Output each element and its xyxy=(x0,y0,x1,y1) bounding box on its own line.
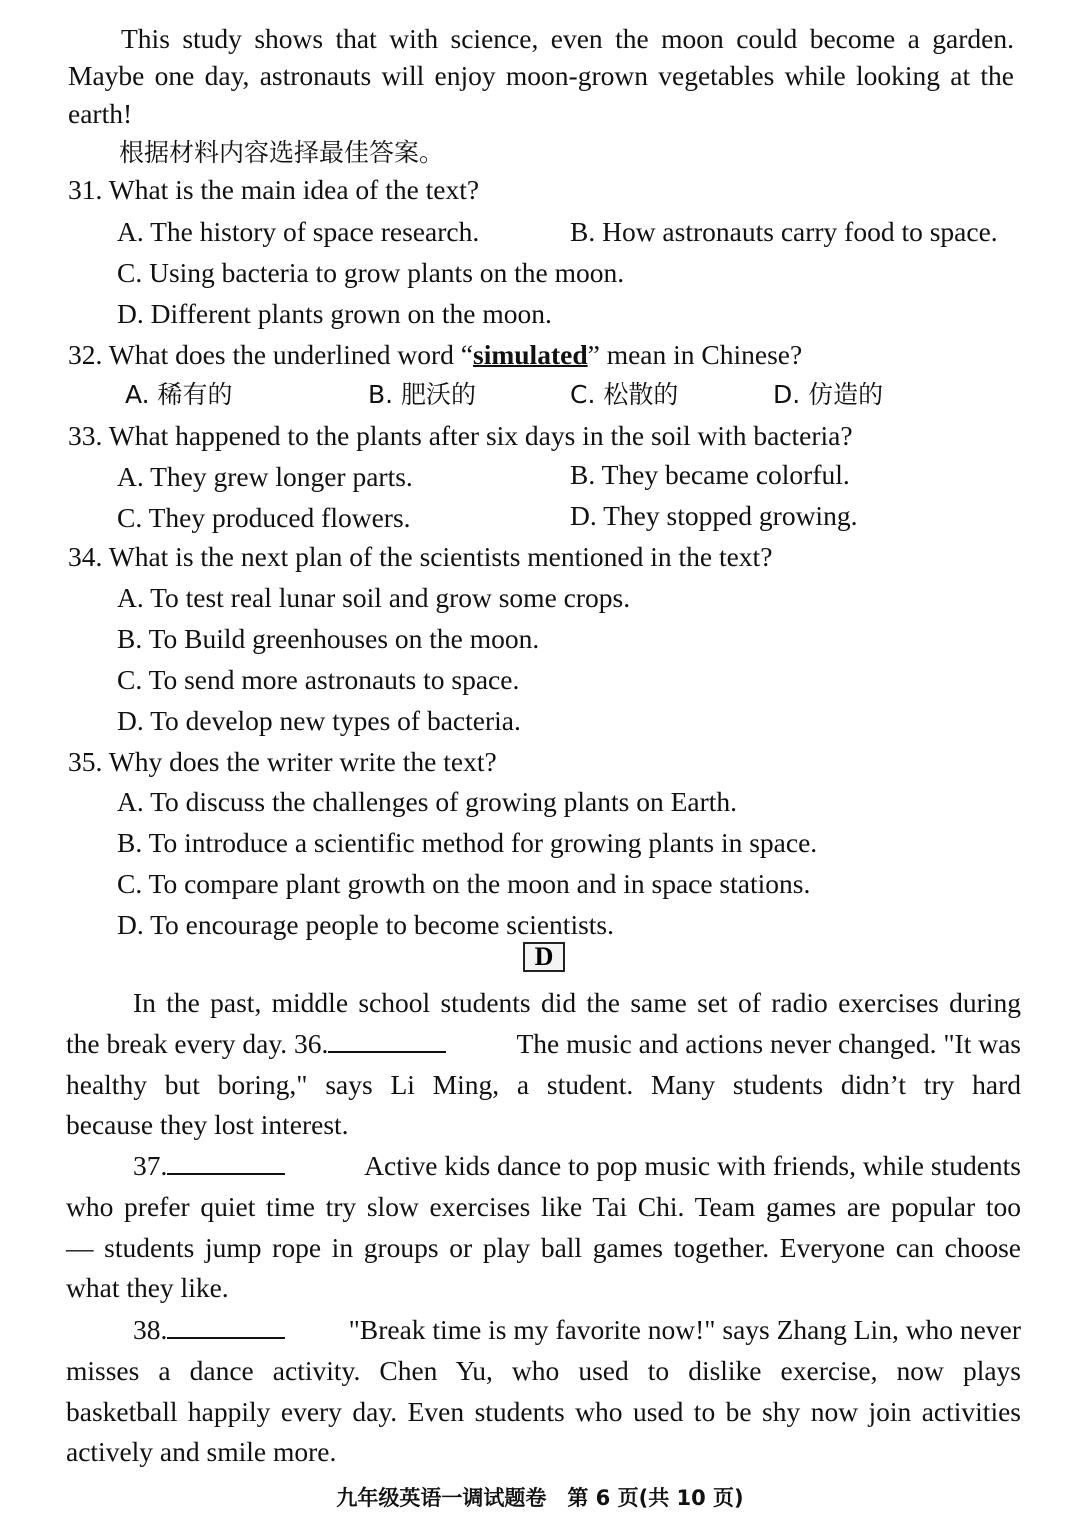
q33-option-d: D. They stopped growing. xyxy=(570,500,858,531)
d-p2-line-1-after: Active kids dance to pop music with friends, while students xyxy=(364,1150,1021,1181)
d-p3-line-2: misses a dance activity. Chen Yu, who used to dislike exercise, now plays xyxy=(66,1355,1021,1386)
q35-option-c: C. To compare plant growth on the moon and in space stations. xyxy=(117,868,811,899)
q35-option-d: D. To encourage people to become scientists. xyxy=(117,909,615,940)
d-p3-line-1 xyxy=(133,1310,1021,1350)
q38-number: 38. xyxy=(133,1314,168,1345)
q35-stem: 35. Why does the writer write the text? xyxy=(68,746,497,777)
instruction: 根据材料内容选择最佳答案。 xyxy=(119,138,445,167)
d-p1-line-2-after: The music and actions never changed. "It was xyxy=(516,1028,1021,1059)
d-p3-line-1-before xyxy=(133,1310,285,1350)
q32-option-a: A. 稀有的 xyxy=(125,380,233,409)
q32-stem-after: ” mean in Chinese? xyxy=(587,339,803,370)
q32-option-b: B. 肥沃的 xyxy=(368,380,477,409)
q37-blank xyxy=(167,1147,285,1175)
q33-stem: 33. What happened to the plants after six days in the soil with bacteria? xyxy=(68,420,853,451)
q34-stem: 34. What is the next plan of the scientists mentioned in the text? xyxy=(68,541,773,572)
q37-number: 37. xyxy=(133,1150,168,1181)
page-footer: 九年级英语一调试题卷 第 6 页(共 10 页) xyxy=(336,1486,744,1510)
q33-option-a: A. They grew longer parts. xyxy=(117,461,413,492)
d-p3-line-1-after: "Break time is my favorite now!" says Zhang Lin, who never xyxy=(348,1314,1021,1345)
q34-option-c: C. To send more astronauts to space. xyxy=(117,664,520,695)
d-p1-line-4: because they lost interest. xyxy=(66,1109,349,1140)
intro-line-2: Maybe one day, astronauts will enjoy moon-grown vegetables while looking at the xyxy=(68,60,1014,91)
q38-blank xyxy=(167,1311,285,1339)
q34-option-d: D. To develop new types of bacteria. xyxy=(117,705,521,736)
d-p2-line-3: — students jump rope in groups or play ball games together. Everyone can choose xyxy=(66,1232,1021,1263)
q32-option-c: C. 松散的 xyxy=(570,380,679,409)
q35-option-a: A. To discuss the challenges of growing plants on Earth. xyxy=(117,786,738,817)
q31-option-b: B. How astronauts carry food to space. xyxy=(570,216,998,247)
q31-option-c: C. Using bacteria to grow plants on the moon. xyxy=(117,257,625,288)
d-p3-line-4: actively and smile more. xyxy=(66,1436,337,1467)
intro-line-3: earth! xyxy=(68,98,133,129)
q34-option-a: A. To test real lunar soil and grow some crops. xyxy=(117,582,631,613)
q33-option-b: B. They became colorful. xyxy=(570,459,850,490)
d-p2-line-2: who prefer quiet time try slow exercises like Tai Chi. Team games are popular too xyxy=(66,1191,1021,1222)
d-p1-line-2 xyxy=(66,1024,1021,1064)
q34-option-b: B. To Build greenhouses on the moon. xyxy=(117,623,540,654)
d-p2-line-4: what they like. xyxy=(66,1272,229,1303)
d-p1-line-3: healthy but boring," says Li Ming, a student. Many students didn’t try hard xyxy=(66,1069,1021,1100)
q36-number: the break every day. 36. xyxy=(66,1028,329,1059)
q32-stem-before: 32. What does the underlined word “ xyxy=(68,339,474,370)
d-p1-line-1: In the past, middle school students did the same set of radio exercises during xyxy=(133,987,1021,1018)
q31-option-a: A. The history of space research. xyxy=(117,216,480,247)
d-p2-line-1 xyxy=(133,1146,1021,1186)
underlined-word: simulated xyxy=(473,339,588,370)
d-p3-line-3: basketball happily every day. Even students who used to be shy now join activities xyxy=(66,1396,1021,1427)
q32-stem xyxy=(68,335,802,375)
q36-blank xyxy=(328,1025,446,1053)
d-p1-line-2-before xyxy=(66,1024,446,1064)
q31-stem: 31. What is the main idea of the text? xyxy=(68,174,480,205)
intro-line-1: This study shows that with science, even the moon could become a garden. xyxy=(121,23,1014,54)
q31-option-d: D. Different plants grown on the moon. xyxy=(117,298,552,329)
d-p2-line-1-before xyxy=(133,1146,285,1186)
q33-option-c: C. They produced flowers. xyxy=(117,502,411,533)
q32-option-d: D. 仿造的 xyxy=(773,380,884,409)
section-d-label: D xyxy=(523,942,565,972)
q35-option-b: B. To introduce a scientific method for growing plants in space. xyxy=(117,827,818,858)
